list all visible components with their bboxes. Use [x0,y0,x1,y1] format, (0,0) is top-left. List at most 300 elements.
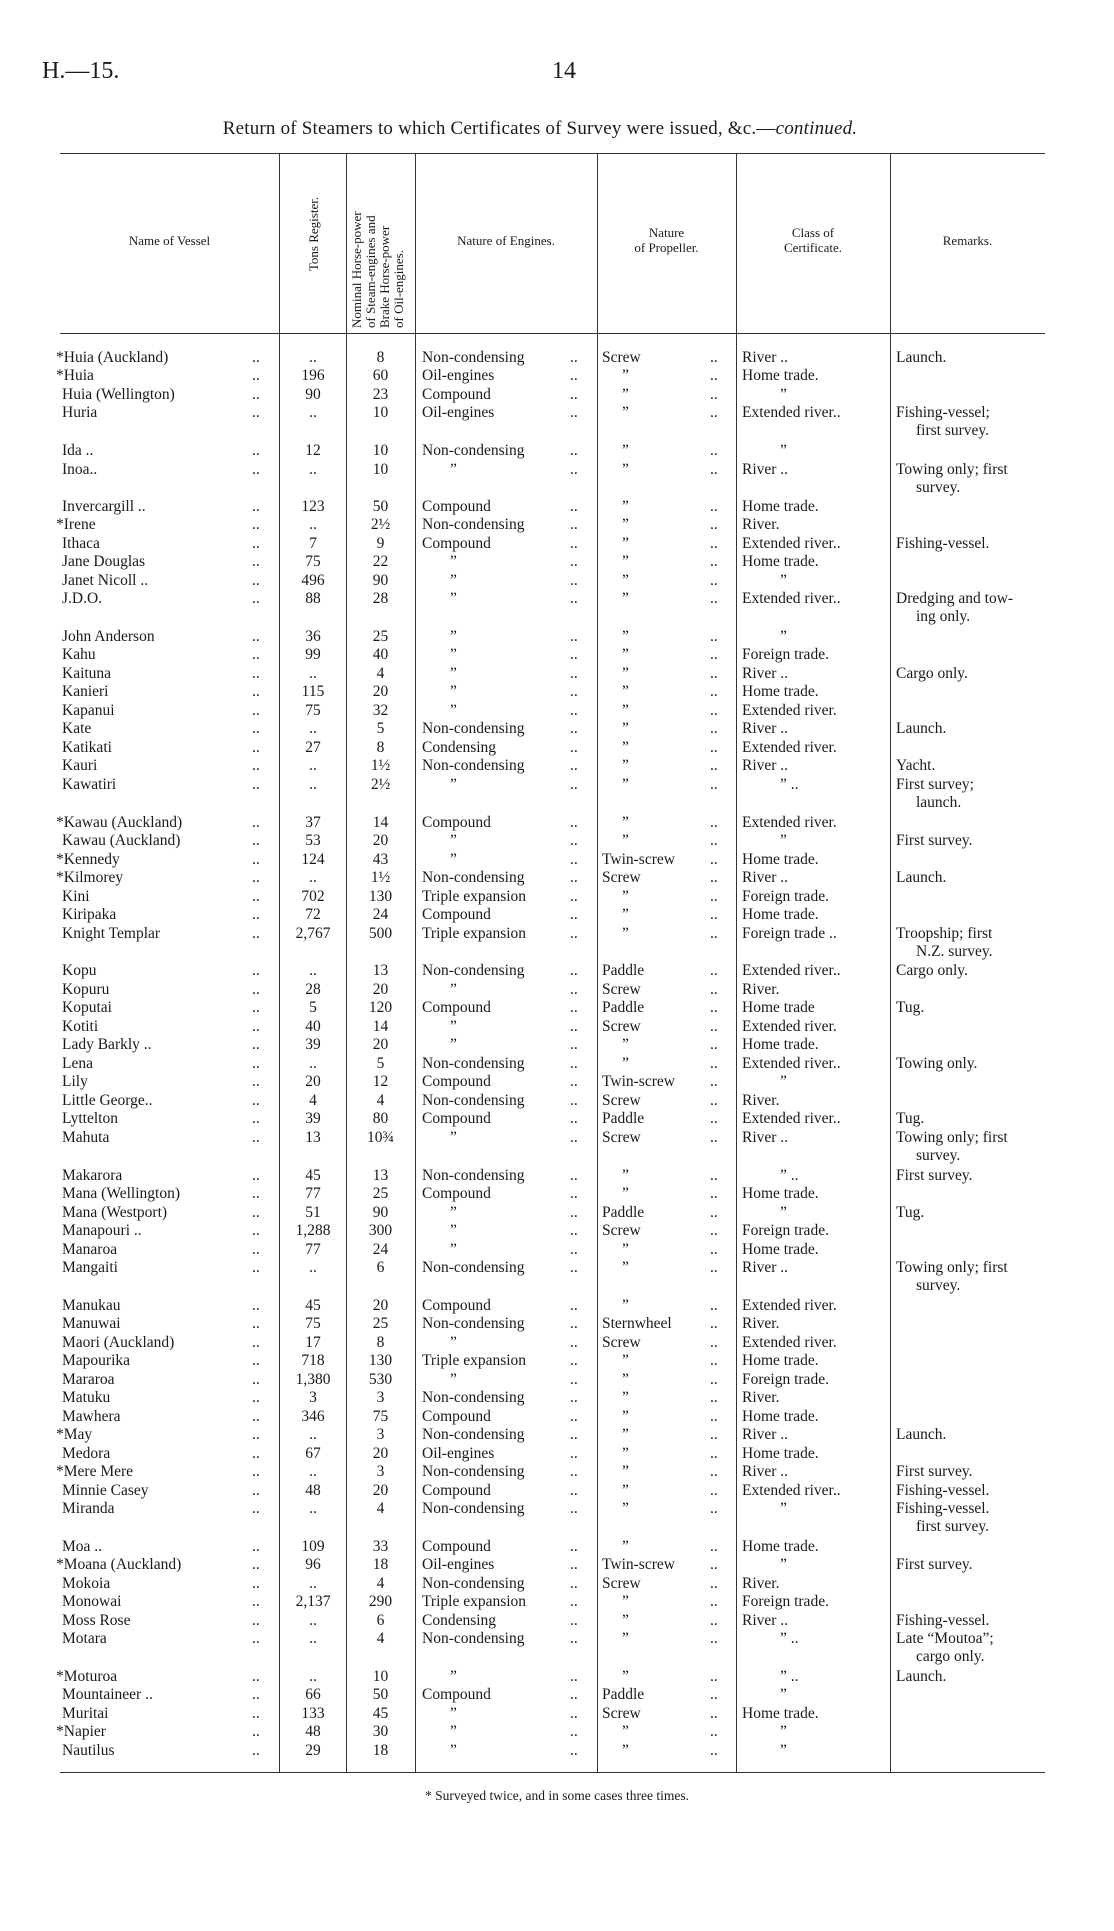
tons-register: 75 [305,553,321,570]
class-of-certificate: ” [780,1556,787,1573]
remarks: Yacht. [896,757,936,774]
remarks: Launch. [896,869,947,886]
tons-register: 109 [301,1538,325,1555]
class-of-certificate: Home trade. [742,1408,819,1425]
horse-power: 9 [376,535,385,552]
remarks-continued: survey. [916,1147,961,1164]
class-of-certificate: Home trade. [742,851,819,868]
class-of-certificate: River .. [742,349,789,366]
horse-power: 20 [372,683,389,700]
horse-power: 18 [372,1742,389,1759]
nature-of-engines: Non-condensing [422,1167,525,1184]
leader-dots: .. [710,1463,718,1480]
nature-of-engines: Compound [422,999,491,1016]
leader-dots: .. [252,888,260,905]
nature-of-propeller: ” [622,1742,629,1759]
tons-register: 75 [305,702,321,719]
nature-of-engines: ” [450,572,457,589]
leader-dots: .. [570,553,578,570]
leader-dots: .. [252,683,260,700]
col-header-class-line2: Certificate. [783,240,843,255]
remarks: First survey. [896,1167,973,1184]
horse-power: 120 [368,999,393,1016]
class-of-certificate: Foreign trade. [742,1593,829,1610]
horse-power: 530 [368,1371,393,1388]
leader-dots: .. [570,665,578,682]
vessel-name: Kopu [62,962,97,979]
nature-of-engines: Non-condensing [422,757,525,774]
vessel-name: Kahu [62,646,96,663]
tons-register: 39 [305,1110,321,1127]
vessel-name: Lily [62,1073,88,1090]
page-number: 14 [552,58,576,84]
class-of-certificate: ” [780,1073,787,1090]
tons-register: 28 [305,981,321,998]
nature-of-engines: Compound [422,535,491,552]
nature-of-propeller: Screw [602,1705,641,1722]
leader-dots: .. [570,925,578,942]
class-of-certificate: ” [780,386,787,403]
tons-register: 3 [309,1389,317,1406]
nature-of-engines: ” [450,646,457,663]
vessel-name: Manapouri .. [62,1222,142,1239]
nature-of-propeller: Screw [602,981,641,998]
leader-dots: .. [570,1036,578,1053]
leader-dots: .. [710,832,718,849]
tons-register: 4 [309,1092,317,1109]
remarks-continued: ing only. [916,608,971,625]
leader-dots: .. [710,1668,718,1685]
leader-dots: .. [710,1612,718,1629]
class-of-certificate: River. [742,981,780,998]
leader-dots: .. [570,776,578,793]
horse-power: 2½ [370,776,391,793]
leader-dots: .. [710,1110,718,1127]
col-divider-hp [415,153,416,1772]
vessel-name: Lena [62,1055,93,1072]
nature-of-propeller: ” [622,888,629,905]
horse-power: 13 [372,962,389,979]
nature-of-engines: Oil-engines [422,404,495,421]
tons-register: 37 [305,814,321,831]
vessel-name: Jane Douglas [62,553,146,570]
nature-of-propeller: Screw [602,349,641,366]
tons-register: 196 [301,367,325,384]
nature-of-engines: Non-condensing [422,1092,525,1109]
tons-register: .. [309,404,317,421]
class-of-certificate: River .. [742,720,789,737]
leader-dots: .. [710,572,718,589]
leader-dots: .. [710,1036,718,1053]
horse-power: 20 [372,1445,389,1462]
leader-dots: .. [570,1092,578,1109]
remarks: Troopship; first [896,925,993,942]
leader-dots: .. [710,1408,718,1425]
leader-dots: .. [252,1241,260,1258]
nature-of-propeller: ” [622,832,629,849]
nature-of-propeller: ” [622,1036,629,1053]
nature-of-engines: Condensing [422,739,497,756]
nature-of-propeller: ” [622,590,629,607]
remarks-continued: survey. [916,479,961,496]
horse-power: 20 [372,832,389,849]
leader-dots: .. [252,1259,260,1276]
leader-dots: .. [570,1723,578,1740]
leader-dots: .. [570,1668,578,1685]
nature-of-propeller: ” [622,683,629,700]
class-of-certificate: Extended river.. [742,962,841,979]
leader-dots: .. [252,1185,260,1202]
horse-power: 10¾ [366,1129,395,1146]
class-of-certificate: Extended river. [742,814,837,831]
nature-of-propeller: ” [622,1463,629,1480]
leader-dots: .. [252,962,260,979]
nature-of-propeller: ” [622,442,629,459]
horse-power: 50 [372,498,389,515]
remarks: First survey. [896,1463,973,1480]
vessel-name: *Kennedy [56,851,120,868]
horse-power: 33 [372,1538,389,1555]
leader-dots: .. [570,628,578,645]
horse-power: 90 [372,1204,389,1221]
nature-of-propeller: ” [622,1241,629,1258]
leader-dots: .. [252,1110,260,1127]
remarks: Tug. [896,999,925,1016]
class-of-certificate: Extended river.. [742,590,841,607]
leader-dots: .. [252,981,260,998]
nature-of-propeller: ” [622,1371,629,1388]
remarks: Fishing-vessel. [896,535,990,552]
horse-power: 10 [372,404,389,421]
nature-of-engines: Triple expansion [422,1593,527,1610]
remarks: Tug. [896,1110,925,1127]
leader-dots: .. [710,535,718,552]
leader-dots: .. [252,999,260,1016]
nature-of-propeller: ” [622,535,629,552]
leader-dots: .. [252,1371,260,1388]
tons-register: .. [309,1575,317,1592]
horse-power: 22 [372,553,389,570]
leader-dots: .. [710,776,718,793]
leader-dots: .. [710,1426,718,1443]
remarks: Towing only. [896,1055,978,1072]
nature-of-propeller: ” [622,367,629,384]
tons-register: 29 [305,1742,321,1759]
vessel-name: *Moana (Auckland) [56,1556,182,1573]
leader-dots: .. [252,1705,260,1722]
class-of-certificate: Home trade. [742,1538,819,1555]
leader-dots: .. [570,1426,578,1443]
leader-dots: .. [252,386,260,403]
tons-register: 48 [305,1723,321,1740]
leader-dots: .. [710,1389,718,1406]
leader-dots: .. [570,516,578,533]
class-of-certificate: River .. [742,1612,789,1629]
leader-dots: .. [710,851,718,868]
remarks: Fishing-vessel; [896,404,990,421]
vessel-name: Motara [62,1630,107,1647]
leader-dots: .. [570,1556,578,1573]
class-of-certificate: Extended river.. [742,404,841,421]
nature-of-engines: ” [450,1334,457,1351]
tons-register: .. [309,1463,317,1480]
vessel-name: Invercargill .. [62,498,146,515]
title-main: Return of Steamers to which Certificates of Survey were issued, &c.— [222,118,776,139]
nature-of-propeller: ” [622,1426,629,1443]
horse-power: 4 [376,1500,385,1517]
vessel-name: Manukau [62,1297,121,1314]
leader-dots: .. [252,1297,260,1314]
vessel-name: Lady Barkly .. [62,1036,152,1053]
vessel-name: Manuwai [62,1315,121,1332]
nature-of-engines: Condensing [422,1612,497,1629]
horse-power: 14 [372,1018,389,1035]
leader-dots: .. [710,757,718,774]
leader-dots: .. [252,1575,260,1592]
leader-dots: .. [710,367,718,384]
col-divider-tons [346,153,347,1772]
tons-register: 53 [305,832,321,849]
nature-of-propeller: Twin-screw [602,1556,675,1573]
nature-of-engines: Compound [422,386,491,403]
leader-dots: .. [252,1482,260,1499]
vessel-name: *May [56,1426,93,1443]
remarks: Launch. [896,1426,947,1443]
horse-power: 14 [372,814,389,831]
tons-register: 1,288 [295,1222,331,1239]
vessel-name: Little George.. [62,1092,153,1109]
horse-power: 1½ [370,757,391,774]
nature-of-engines: ” [450,628,457,645]
leader-dots: .. [570,1352,578,1369]
remarks: First survey; [896,776,974,793]
nature-of-propeller: ” [622,1185,629,1202]
nature-of-propeller: ” [622,404,629,421]
col-header-hp-line1: Nominal Horse-power [349,211,364,328]
leader-dots: .. [252,1222,260,1239]
nature-of-engines: Compound [422,814,491,831]
leader-dots: .. [570,981,578,998]
nature-of-engines: Compound [422,1538,491,1555]
tons-register: .. [309,1426,317,1443]
leader-dots: .. [252,1334,260,1351]
tons-register: .. [309,869,317,886]
class-of-certificate: Foreign trade. [742,1222,829,1239]
nature-of-propeller: ” [622,646,629,663]
leader-dots: .. [252,906,260,923]
leader-dots: .. [252,1129,260,1146]
nature-of-propeller: Twin-screw [602,851,675,868]
class-of-certificate: Extended river. [742,1334,837,1351]
table-top-rule [60,153,1045,154]
horse-power: 75 [372,1408,389,1425]
nature-of-engines: Compound [422,1110,491,1127]
leader-dots: .. [570,1630,578,1647]
leader-dots: .. [570,442,578,459]
tons-register: .. [309,516,317,533]
tons-register: 7 [309,535,317,552]
vessel-name: Makarora [62,1167,123,1184]
col-divider-propeller [736,153,737,1772]
remarks: Cargo only. [896,962,968,979]
nature-of-engines: Compound [422,498,491,515]
horse-power: 30 [372,1723,389,1740]
leader-dots: .. [710,1297,718,1314]
leader-dots: .. [710,1315,718,1332]
leader-dots: .. [252,1463,260,1480]
col-header-name: Name of Vessel [128,233,211,248]
nature-of-engines: ” [450,1723,457,1740]
tons-register: 2,767 [295,925,331,942]
leader-dots: .. [570,962,578,979]
leader-dots: .. [252,1036,260,1053]
leader-dots: .. [570,1018,578,1035]
col-divider-name [279,153,280,1772]
tons-register: .. [309,349,317,366]
tons-register: 718 [301,1352,325,1369]
vessel-name: Ida .. [62,442,94,459]
nature-of-propeller: ” [622,1167,629,1184]
col-header-propeller-line1: Nature [648,225,685,240]
leader-dots: .. [252,1018,260,1035]
class-of-certificate: River .. [742,1259,789,1276]
leader-dots: .. [710,1222,718,1239]
tons-register: 123 [301,498,325,515]
leader-dots: .. [252,535,260,552]
leader-dots: .. [570,1371,578,1388]
vessel-name: Janet Nicoll .. [62,572,149,589]
remarks: Fishing-vessel. [896,1612,990,1629]
horse-power: 300 [368,1222,393,1239]
vessel-name: Kanieri [62,683,109,700]
horse-power: 8 [376,739,385,756]
leader-dots: .. [710,1686,718,1703]
leader-dots: .. [252,1723,260,1740]
tons-register: 99 [305,646,321,663]
horse-power: 4 [376,1092,385,1109]
vessel-name: Kauri [62,757,98,774]
tons-register: .. [309,1055,317,1072]
leader-dots: .. [710,442,718,459]
nature-of-propeller: ” [622,720,629,737]
leader-dots: .. [570,1222,578,1239]
nature-of-propeller: Screw [602,1018,641,1035]
nature-of-propeller: Screw [602,1222,641,1239]
nature-of-propeller: Screw [602,1092,641,1109]
nature-of-engines: Compound [422,1073,491,1090]
leader-dots: .. [570,832,578,849]
horse-power: 20 [372,1482,389,1499]
leader-dots: .. [252,1668,260,1685]
horse-power: 32 [372,702,389,719]
leader-dots: .. [252,590,260,607]
vessel-name: Knight Templar [62,925,161,942]
leader-dots: .. [570,1705,578,1722]
class-of-certificate: Foreign trade. [742,1371,829,1388]
class-of-certificate: Extended river. [742,702,837,719]
nature-of-propeller: ” [622,814,629,831]
nature-of-propeller: ” [622,1723,629,1740]
vessel-name: Mahuta [62,1129,110,1146]
nature-of-propeller: ” [622,1668,629,1685]
tons-register: 2,137 [295,1593,331,1610]
remarks: Fishing-vessel. [896,1482,990,1499]
class-of-certificate: Extended river. [742,739,837,756]
vessel-name: Kini [62,888,90,905]
col-header-propeller [597,225,736,255]
class-of-certificate: Extended river.. [742,1482,841,1499]
table-bottom-rule [60,1772,1045,1773]
remarks: Tug. [896,1204,925,1221]
leader-dots: .. [252,776,260,793]
tons-register: 48 [305,1482,321,1499]
leader-dots: .. [570,888,578,905]
tons-register: 133 [301,1705,325,1722]
class-of-certificate: River .. [742,757,789,774]
horse-power: 25 [372,1315,389,1332]
horse-power: 6 [376,1259,385,1276]
nature-of-propeller: ” [622,1408,629,1425]
tons-register: 346 [301,1408,325,1425]
leader-dots: .. [252,1408,260,1425]
leader-dots: .. [570,461,578,478]
footnote: * Surveyed twice, and in some cases three times. [425,1788,689,1803]
nature-of-engines: Non-condensing [422,720,525,737]
leader-dots: .. [710,1241,718,1258]
remarks: First survey. [896,1556,973,1573]
nature-of-propeller: Screw [602,1334,641,1351]
nature-of-engines: ” [450,851,457,868]
nature-of-engines: Compound [422,1408,491,1425]
nature-of-engines: Oil-engines [422,1445,495,1462]
vessel-name: Kaituna [62,665,112,682]
vessel-name: *Napier [56,1723,106,1740]
nature-of-propeller: ” [622,1612,629,1629]
leader-dots: .. [710,702,718,719]
horse-power: 13 [372,1167,389,1184]
tons-register: .. [309,665,317,682]
col-header-tons: Tons Register. [306,196,321,272]
horse-power: 45 [372,1705,389,1722]
leader-dots: .. [252,1612,260,1629]
horse-power: 20 [372,1036,389,1053]
leader-dots: .. [710,1538,718,1555]
vessel-name: Maori (Auckland) [62,1334,175,1351]
col-header-engines: Nature of Engines. [457,233,555,248]
leader-dots: .. [252,498,260,515]
class-of-certificate: Home trade. [742,1185,819,1202]
vessel-name: *Moturoa [56,1668,118,1685]
leader-dots: .. [252,720,260,737]
leader-dots: .. [710,553,718,570]
col-header-remarks: Remarks. [942,233,993,248]
vessel-name: Minnie Casey [62,1482,149,1499]
nature-of-engines: Triple expansion [422,925,527,942]
remarks: Dredging and tow- [896,590,1014,607]
nature-of-engines: Non-condensing [422,1463,525,1480]
nature-of-engines: ” [450,702,457,719]
class-of-certificate: Extended river. [742,1018,837,1035]
leader-dots: .. [710,869,718,886]
class-of-certificate: Home trade. [742,553,819,570]
leader-dots: .. [710,1371,718,1388]
tons-register: .. [309,1612,317,1629]
nature-of-propeller: ” [622,461,629,478]
vessel-name: Manaroa [62,1241,118,1258]
leader-dots: .. [570,851,578,868]
remarks: Towing only; first [896,461,1008,478]
nature-of-propeller: Paddle [602,1110,645,1127]
